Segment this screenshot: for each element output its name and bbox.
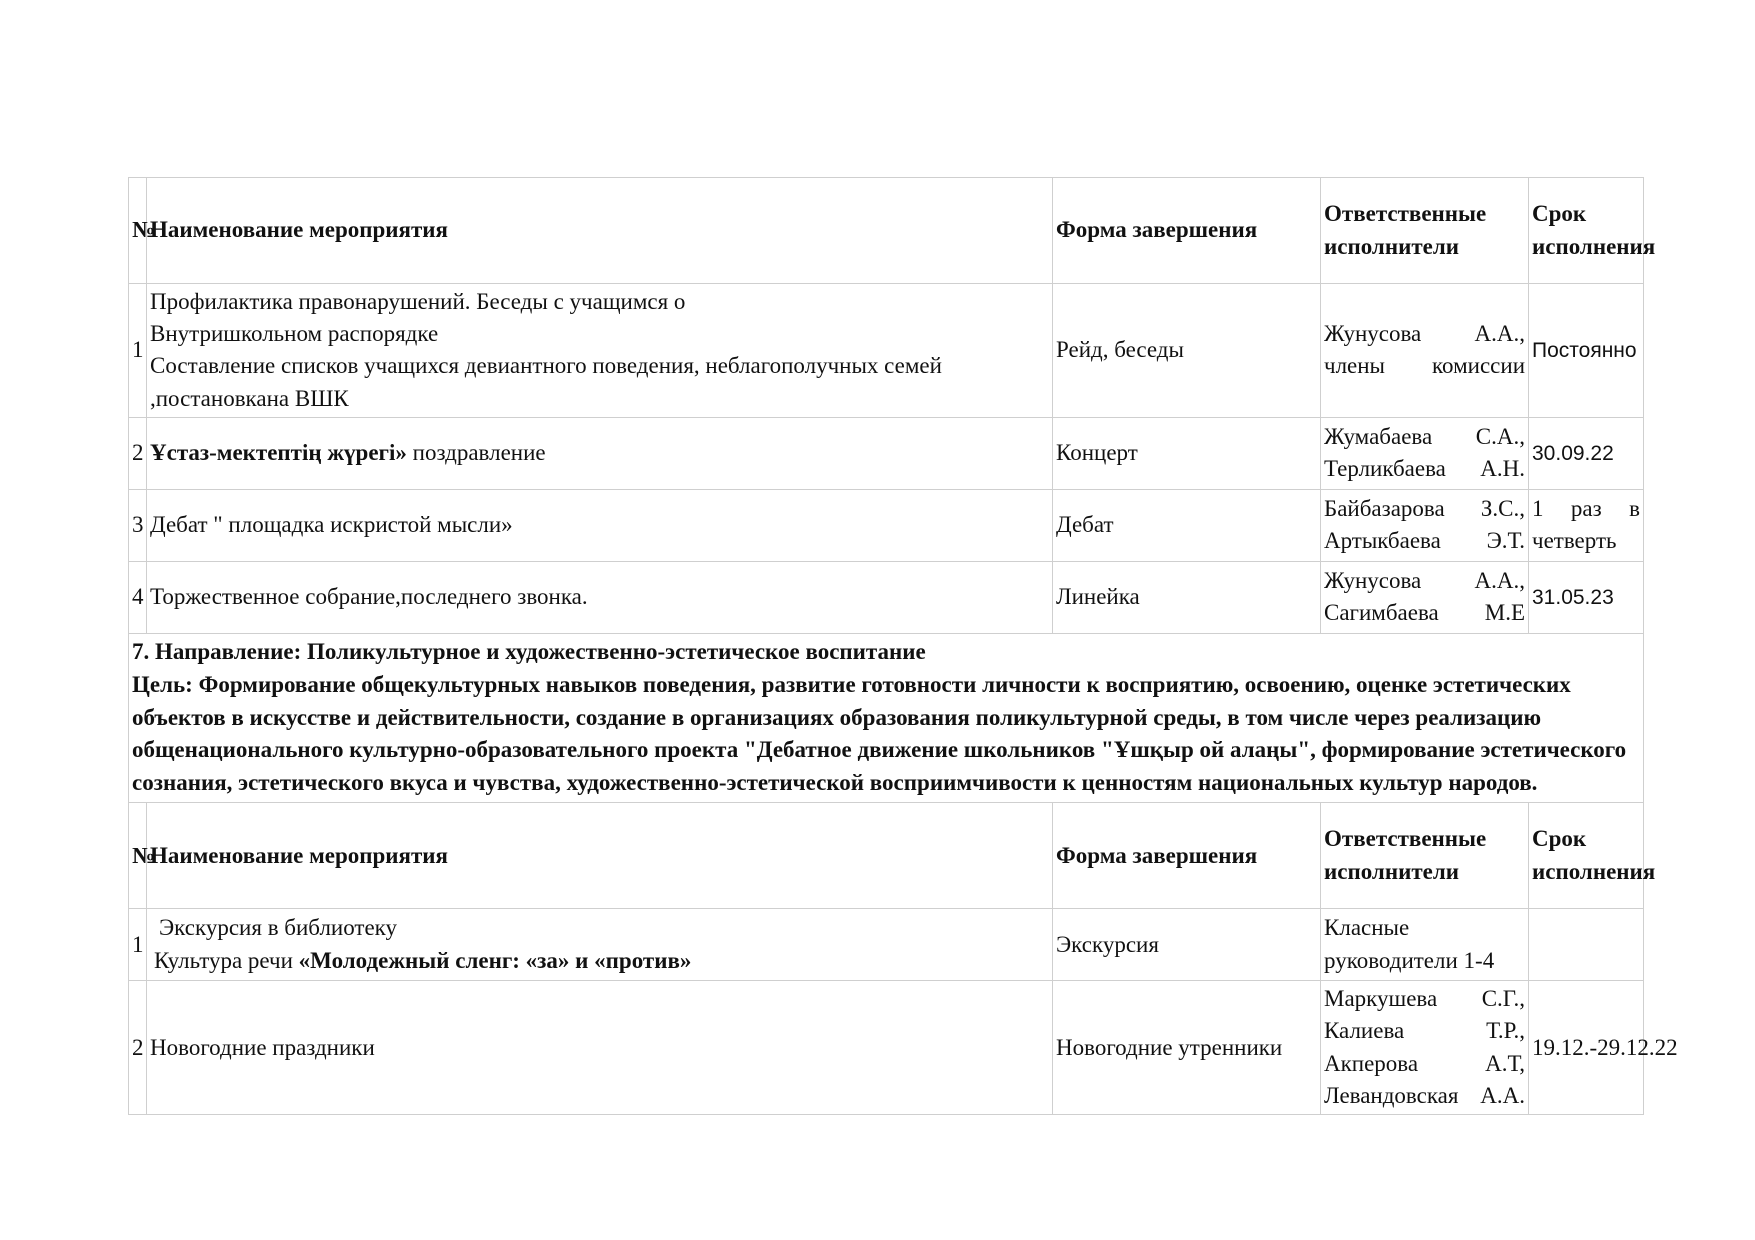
header-form: Форма завершения — [1053, 803, 1321, 909]
row-responsible: Класные руководители 1-4 — [1321, 909, 1529, 981]
row-num: 1 — [129, 909, 147, 981]
row-name-rest: поздравление — [406, 440, 546, 466]
row-name-line: Внутришкольном распорядке — [150, 321, 439, 347]
row-name — [147, 417, 1053, 489]
row-name-line — [150, 945, 1049, 977]
header-num: № — [129, 178, 147, 284]
table1-header-row — [129, 178, 1644, 284]
row-responsible: Маркушева С.Г., Калиева Т.Р., Акперова А.Т, Левандовская А.А. — [1321, 981, 1529, 1115]
row-name-line: Профилактика правонарушений. Беседы с учащимся о — [150, 289, 686, 314]
table-row — [129, 284, 1644, 418]
row-num: 2 — [129, 981, 147, 1115]
header-responsible: Ответственные исполнители — [1321, 178, 1529, 284]
row-name-bold: Ұстаз-мектептің жүрегі» — [150, 440, 407, 466]
row-name-prefix: Культура речи — [154, 947, 299, 973]
section-direction: 7. Направление: Поликультурное и художественно-эстетическое воспитание — [132, 638, 926, 664]
row-form: Линейка — [1053, 561, 1321, 633]
row-num: 4 — [129, 561, 147, 633]
row-name-line: Экскурсия в библиотеку — [159, 915, 398, 941]
row-name-bold: «Молодежный сленг: «за» и «против» — [298, 947, 692, 973]
row-form: Рейд, беседы — [1053, 284, 1321, 418]
row-name — [147, 284, 1053, 418]
row-responsible: Жунусова А.А., Сагимбаева М.Е — [1321, 561, 1529, 633]
row-name — [147, 909, 1053, 981]
row-name: Новогодние праздники — [147, 981, 1053, 1115]
section-goal: Цель: Формирование общекультурных навыков поведения, развитие готовности личности к восприятию, освоению, оценке эстетических объектов в искусстве и действительности, создание в организациях образования поликультурной среды, в том числе через реализацию общенационального культурно-образовательного проекта "Дебатное движение школьников "Ұшқыр ой алаңы", формирование эстетического сознания, эстетического вкуса и чувства, художественно-эстетической восприимчивости к ценностям национальных культур народов. — [132, 671, 1627, 796]
row-num: 3 — [129, 489, 147, 561]
row-name: Торжественное собрание,последнего звонка. — [147, 561, 1053, 633]
section-row — [129, 633, 1644, 802]
row-name-line: ,постановкана ВШК — [150, 385, 349, 411]
row-name-line: Составление списков учащихся девиантного поведения, неблагополучных семей — [150, 353, 942, 379]
table-row — [129, 417, 1644, 489]
row-due: 1 раз в четверть — [1529, 489, 1644, 561]
header-due: Срок исполнения — [1529, 178, 1644, 284]
table-row — [129, 489, 1644, 561]
header-form: Форма завершения — [1053, 178, 1321, 284]
row-due: 19.12.-29.12.22 — [1529, 981, 1644, 1115]
row-responsible: Жумабаева С.А., Терликбаева А.Н. — [1321, 417, 1529, 489]
row-due: 30.09.22 — [1529, 417, 1644, 489]
row-form: Концерт — [1053, 417, 1321, 489]
row-responsible: Байбазарова З.С., Артыкбаева Э.Т. — [1321, 489, 1529, 561]
table-row — [129, 981, 1644, 1115]
header-num: № — [129, 803, 147, 909]
row-due: Постоянно — [1529, 284, 1644, 418]
section-text — [129, 633, 1644, 802]
header-name: Наименование мероприятия — [147, 803, 1053, 909]
row-form: Новогодние утренники — [1053, 981, 1321, 1115]
row-form: Экскурсия — [1053, 909, 1321, 981]
row-num: 1 — [129, 284, 147, 418]
header-name: Наименование мероприятия — [147, 178, 1053, 284]
table2-header-row — [129, 803, 1644, 909]
header-responsible: Ответственные исполнители — [1321, 803, 1529, 909]
row-due: 31.05.23 — [1529, 561, 1644, 633]
table-row — [129, 561, 1644, 633]
row-name: Дебат " площадка искристой мысли» — [147, 489, 1053, 561]
row-due — [1529, 909, 1644, 981]
row-form: Дебат — [1053, 489, 1321, 561]
row-num: 2 — [129, 417, 147, 489]
header-due: Срок исполнения — [1529, 803, 1644, 909]
row-responsible: Жунусова А.А., члены комиссии — [1321, 284, 1529, 418]
table-row — [129, 909, 1644, 981]
activity-plan-table — [128, 177, 1678, 1115]
